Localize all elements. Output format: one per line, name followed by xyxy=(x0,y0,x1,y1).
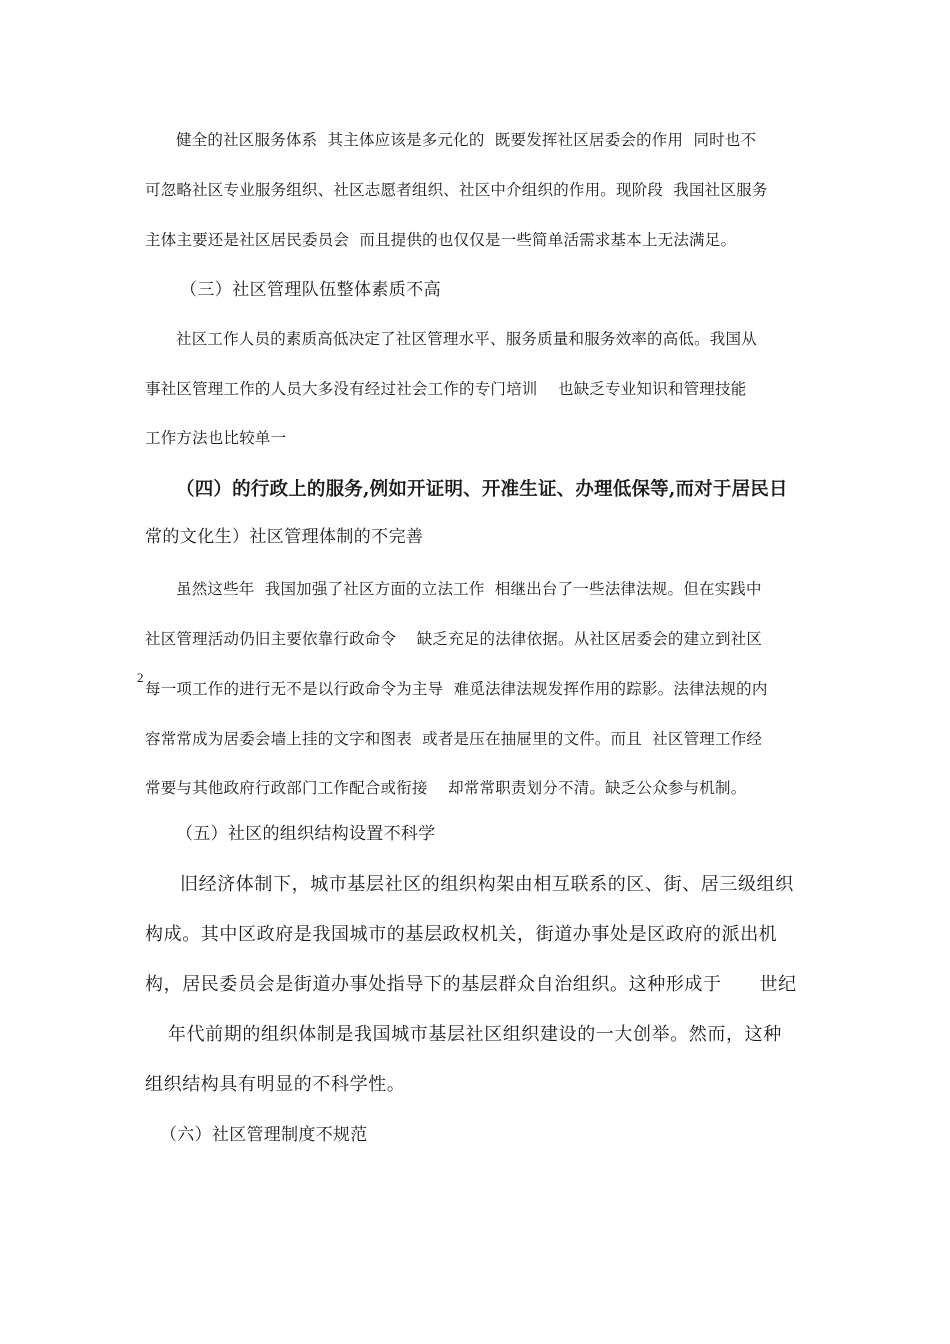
heading-section-3: （三）社区管理队伍整体素质不高 xyxy=(180,280,441,300)
heading-section-4-line-2: 常的文化生）社区管理体制的不完善 xyxy=(145,527,424,547)
paragraph-2-line-3: 工作方法也比较单一 xyxy=(145,429,287,447)
paragraph-4-line-2: 构成。其中区政府是我国城市的基层政权机关，街道办事处是区政府的派出机 xyxy=(145,924,778,945)
paragraph-4-line-4: 年代前期的组织体制是我国城市基层社区组织建设的一大创举。然而，这种 xyxy=(168,1024,782,1045)
heading-section-6: （六）社区管理制度不规范 xyxy=(160,1125,368,1145)
heading-section-5: （五）社区的组织结构设置不科学 xyxy=(176,824,436,844)
paragraph-1-line-2: 可忽略社区专业服务组织、社区志愿者组织、社区中介组织的作用。现阶段 我国社区服务 xyxy=(145,181,768,199)
paragraph-3-line-2: 社区管理活动仍旧主要依靠行政命令 缺乏充足的法律依据。从社区居委会的建立到社区 xyxy=(145,630,763,648)
paragraph-3-line-5: 常要与其他政府行政部门工作配合或衔接 却常常职责划分不清。缺乏公众参与机制。 xyxy=(145,779,747,797)
paragraph-1-line-1: 健全的社区服务体系 其主体应该是多元化的 既要发挥社区居委会的作用 同时也不 xyxy=(176,131,757,149)
paragraph-2-line-2: 事社区管理工作的人员大多没有经过社会工作的专门培训 也缺乏专业知识和管理技能 xyxy=(145,380,747,398)
paragraph-3-line-1: 虽然这些年 我国加强了社区方面的立法工作 相继出台了一些法律法规。但在实践中 xyxy=(176,580,762,598)
page-number: 2 xyxy=(137,670,144,685)
paragraph-3-line-4: 容常常成为居委会墙上挂的文字和图表 或者是压在抽屉里的文件。而且 社区管理工作经 xyxy=(145,730,763,748)
paragraph-3-line-3: 每一项工作的进行无不是以行政命令为主导 难觅法律法规发挥作用的踪影。法律法规的内 xyxy=(145,680,768,698)
paragraph-4-line-5: 组织结构具有明显的不科学性。 xyxy=(145,1074,406,1095)
paragraph-4-line-3: 构，居民委员会是街道办事处指导下的基层群众自治组织。这种形成于 世纪 xyxy=(145,974,797,995)
paragraph-1-line-3: 主体主要还是社区居民委员会 而且提供的也仅仅是一些简单活需求基本上无法满足。 xyxy=(145,231,737,249)
paragraph-4-line-1: 旧经济体制下，城市基层社区的组织构架由相互联系的区、街、居三级组织 xyxy=(180,874,794,895)
paragraph-2-line-1: 社区工作人员的素质高低决定了社区管理水平、服务质量和服务效率的高低。我国从 xyxy=(176,330,757,348)
heading-section-4-line-1: （四）的行政上的服务,例如开证明、开准生证、办理低保等,而对于居民日 xyxy=(176,479,788,500)
